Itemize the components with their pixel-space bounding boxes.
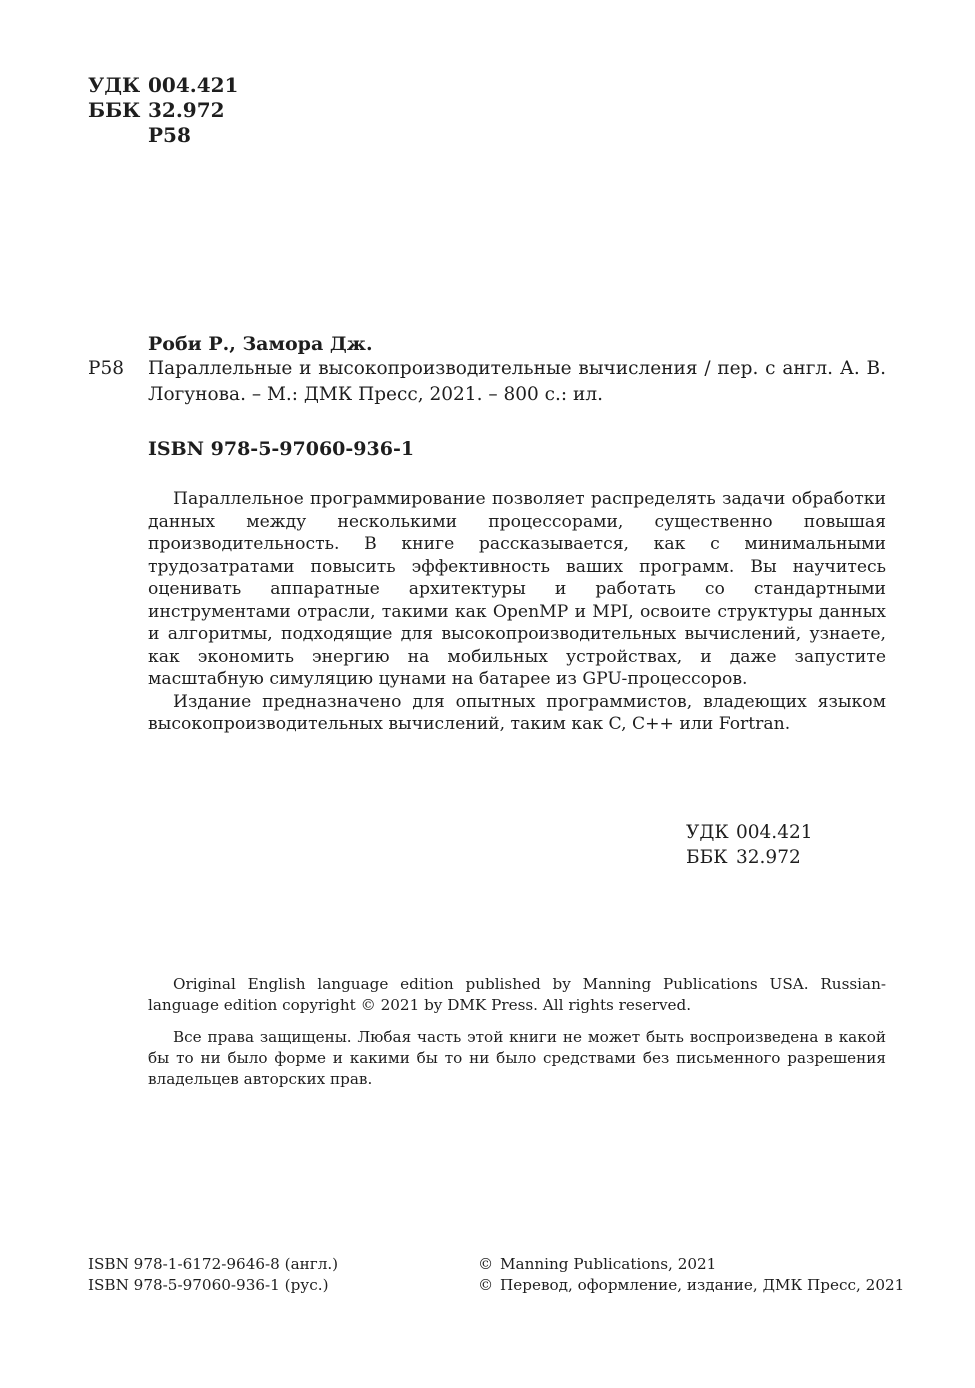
udk-label: УДК: [88, 73, 141, 97]
russian-notice: [148, 1027, 886, 1090]
english-notice-text: Original English language edition published by Manning Publications USA. Russian-language edition copyright © 2021 by DMK Press. All rights reserved.: [148, 975, 886, 1014]
footer-isbn: [88, 1254, 338, 1296]
isbn-main: ISBN 978-5-97060-936-1: [148, 438, 415, 460]
udk-value: 004.421: [736, 822, 813, 843]
bbk-label: ББК: [686, 847, 728, 868]
copyright-translation-line: [478, 1275, 904, 1296]
classification-secondary: [686, 820, 813, 870]
bibliographic-description: Параллельные и высокопроизводительные вычисления / пер. с англ. А. В. Логунова. – М.: ДМК Пресс, 2021. – 800 с.: ил.: [148, 358, 886, 405]
annotation-paragraph: Издание предназначено для опытных программистов, владеющих языком высокопроизводительных вычислений, таким как C, C++ или Fortran.: [148, 691, 886, 734]
bbk-value: 32.972: [736, 847, 801, 868]
english-notice: [148, 974, 886, 1016]
copyright-publisher-line: [478, 1254, 904, 1275]
copyright-icon: ©: [478, 1255, 494, 1273]
footer-copyright: [478, 1254, 904, 1296]
udk-value: 004.421: [148, 73, 239, 97]
bbk-label: ББК: [88, 98, 141, 122]
copyright-translation: Перевод, оформление, издание, ДМК Пресс, 2021: [500, 1276, 905, 1294]
author-mark: Р58: [148, 123, 191, 147]
bbk-value: 32.972: [148, 98, 225, 122]
catalog-code: Р58: [88, 358, 124, 379]
isbn-english: ISBN 978-1-6172-9646-8 (англ.): [88, 1255, 339, 1273]
annotation: [148, 488, 886, 736]
isbn-russian: ISBN 978-5-97060-936-1 (рус.): [88, 1276, 329, 1294]
russian-notice-text: Все права защищены. Любая часть этой книги не может быть воспроизведена в какой бы то ни было форме и какими бы то ни было средствами без письменного разрешения владельцев авторских прав.: [148, 1028, 886, 1088]
udk-label: УДК: [686, 822, 729, 843]
udk-row: [686, 820, 813, 845]
authors: Роби Р., Замора Дж.: [148, 333, 373, 355]
copyright-publisher: Manning Publications, 2021: [500, 1255, 717, 1273]
annotation-paragraph: Параллельное программирование позволяет распределять задачи обработки данных между несколькими процессорами, существенно повышая производительность. В книге рассказывается, как с минимальными трудозатратами повысить эффективность ваших программ. Вы научитесь оценивать аппаратные архитектуры и работать со стандартными инструментами отрасли, такими как OpenMP и MPI, освоите структуры данных и алгоритмы, подходящие для высокопроизводительных вычислений, узнаете, как экономить энергию на мобильных устройствах, и даже запустите масштабную симуляцию цунами на батарее из GPU-процессоров.: [148, 489, 886, 689]
bbk-row: [686, 845, 813, 870]
copyright-icon: ©: [478, 1276, 494, 1294]
